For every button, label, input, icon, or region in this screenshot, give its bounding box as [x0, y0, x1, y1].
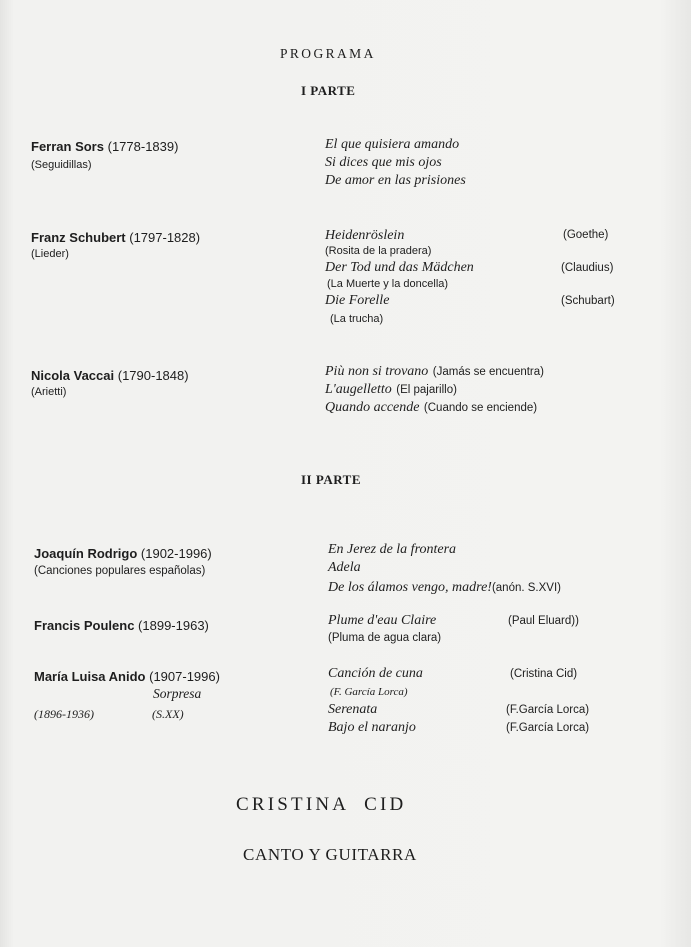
sub-work-title: Sorpresa — [153, 686, 202, 701]
work-translation: (La trucha) — [330, 313, 384, 325]
work-translation: (Rosita de la pradera) — [325, 245, 432, 257]
work-translation: (El pajarillo) — [396, 384, 457, 396]
work-translation: (F. García Lorca) — [330, 686, 408, 698]
composer-name: Nicola Vaccai — [31, 368, 115, 383]
work-author: (Schubart) — [561, 295, 615, 307]
composer-sors — [31, 139, 178, 154]
work-title: Serenata — [328, 702, 378, 717]
composer-dates: (1778-1839) — [107, 139, 179, 154]
work-title: Der Tod und das Mädchen — [325, 260, 474, 275]
work-line — [328, 578, 561, 596]
work-title: De amor en las prisiones — [325, 173, 466, 188]
composer-dates: (1899-1963) — [138, 618, 209, 633]
composer-name: María Luisa Anido — [34, 669, 146, 684]
work-author: (Claudius) — [561, 262, 614, 274]
genre-sors: (Seguidillas) — [31, 159, 92, 171]
genre-schubert: (Lieder) — [31, 248, 69, 260]
genre-vaccai: (Arietti) — [31, 386, 67, 398]
work-title: El que quisiera amando — [325, 137, 460, 152]
composer-poulenc — [34, 618, 209, 633]
work-title: Si dices que mis ojos — [325, 155, 442, 170]
work-translation: (Pluma de agua clara) — [328, 632, 442, 644]
work-title: Plume d'eau Claire — [328, 613, 437, 628]
programme-title: PROGRAMA — [280, 46, 376, 61]
work-translation: (Jamás se encuentra) — [432, 366, 544, 378]
work-title: Bajo el naranjo — [328, 720, 416, 735]
work-author: (Goethe) — [563, 229, 609, 241]
work-author: (Cristina Cid) — [510, 668, 578, 680]
work-author: (F.García Lorca) — [506, 704, 590, 716]
composer-rodrigo — [34, 546, 212, 561]
composer-dates: (1797-1828) — [129, 230, 201, 245]
work-translation: (Cuando se enciende) — [423, 402, 538, 414]
part-one-heading: I PARTE — [301, 83, 356, 98]
part-two-heading: II PARTE — [301, 472, 362, 487]
work-translation: (La Muerte y la doncella) — [327, 278, 449, 290]
work-title: Canción de cuna — [328, 666, 423, 681]
work-title: Heidenröslein — [325, 228, 405, 243]
work-title: De los álamos vengo, madre! — [328, 580, 492, 595]
work-line — [325, 380, 457, 398]
work-line — [325, 398, 537, 416]
performance-subtitle: CANTO Y GUITARRA — [243, 845, 417, 864]
genre-rodrigo: (Canciones populares españolas) — [34, 565, 206, 577]
work-title: Quando accende — [325, 400, 420, 415]
sub-work-era: (S.XX) — [152, 707, 184, 721]
sub-work-dates: (1896-1936) — [34, 707, 94, 721]
composer-dates: (1902-1996) — [140, 546, 212, 561]
composer-dates: (1790-1848) — [117, 368, 189, 383]
composer-dates: (1907-1996) — [149, 669, 220, 684]
work-note: (anón. S.XVI) — [491, 582, 561, 594]
composer-anido — [34, 669, 220, 684]
work-title: Adela — [328, 560, 361, 575]
work-author: (F.García Lorca) — [506, 722, 590, 734]
composer-vaccai — [31, 368, 189, 383]
work-title: Die Forelle — [325, 293, 390, 308]
work-author: (Paul Eluard)) — [508, 615, 579, 627]
composer-name: Franz Schubert — [31, 230, 126, 245]
work-title: L'augelletto — [325, 382, 392, 397]
performer-name: CRISTINA CID — [236, 794, 407, 815]
work-title: En Jerez de la frontera — [328, 542, 457, 557]
composer-name: Ferran Sors — [31, 139, 104, 154]
composer-name: Joaquín Rodrigo — [34, 546, 138, 561]
composer-name: Francis Poulenc — [34, 618, 135, 633]
work-title: Più non si trovano — [325, 364, 429, 379]
work-line — [325, 362, 544, 380]
composer-schubert — [31, 230, 200, 245]
